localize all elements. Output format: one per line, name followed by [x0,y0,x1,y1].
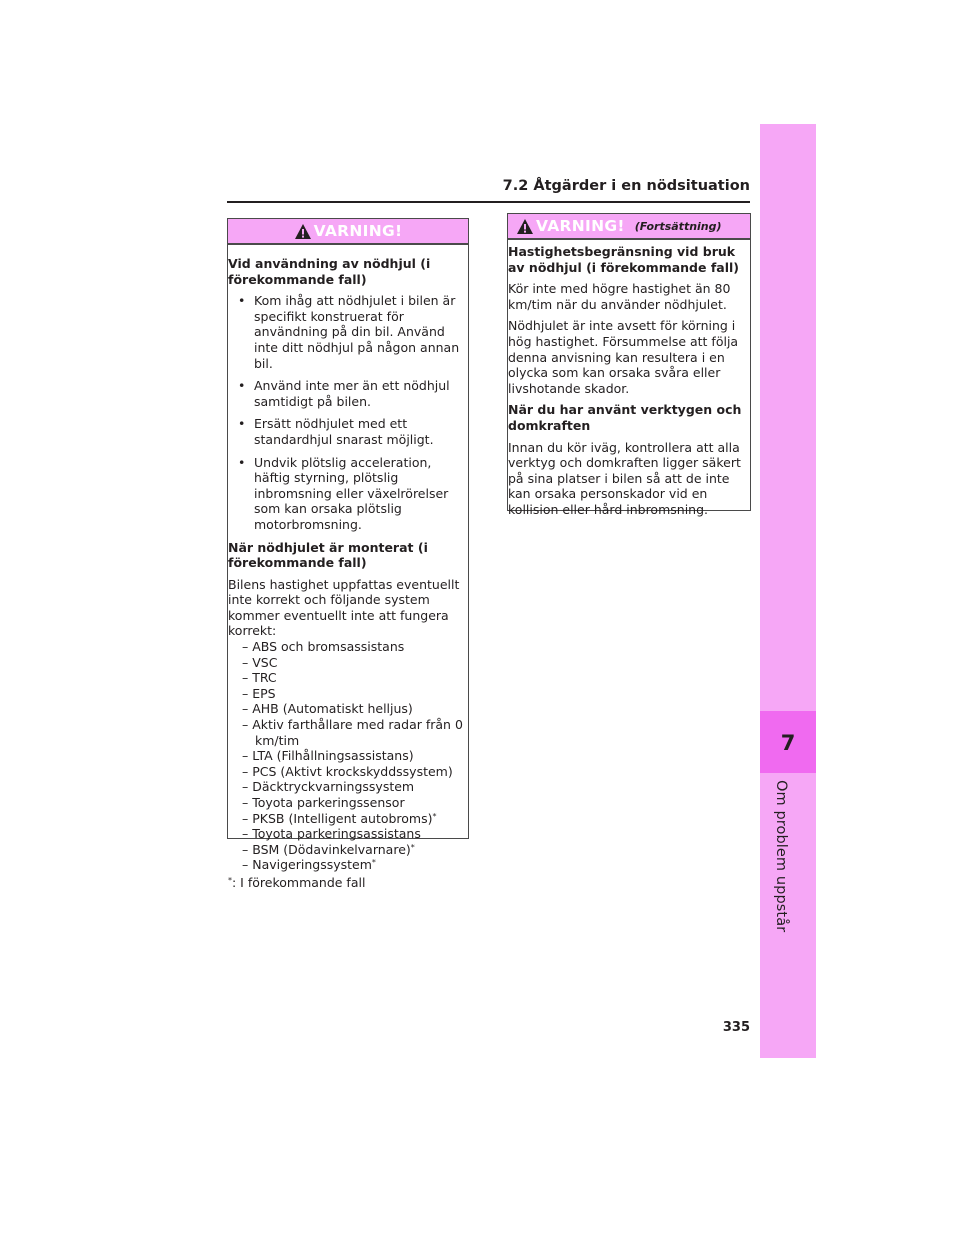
list-item: – PKSB (Intelligent autobroms)* [242,810,437,826]
list-item: • Använd inte mer än ett nödhjul samtidigt på bilen. [238,378,450,409]
paragraph: Nödhjulet är inte avsett för körning i hög hastighet. Försummelse att följa denna anvisning kan resultera i en olycka som kan orsaka svåra eller livshotande skador. [508,318,739,396]
warning-heading-bar [508,214,750,240]
header-rule [227,201,750,203]
list-item: – Toyota parkeringsassistans [242,826,421,842]
list-item: – BSM (Dödavinkelvarnare)* [242,841,415,857]
list-item: – ABS och bromsassistans [242,639,405,655]
list-item: – Toyota parkeringssensor [242,795,405,810]
chapter-title: Om problem uppstår [773,780,789,933]
section-heading: Vid användning av nödhjul (i förekommande fall) [228,256,431,287]
warning-triangle-icon [294,223,312,240]
paragraph: Innan du kör iväg, kontrollera att alla verktyg och domkraften ligger säkert på sina platser i bilen så att de inte kan orsaka personskador vid en kollision eller hård inbromsning. [508,439,741,517]
warning-label: VARNING! [536,217,625,235]
warning-box-right [507,213,751,517]
paragraph: Bilens hastighet uppfattas eventuellt inte korrekt och följande system kommer eventuellt inte att fungera korrekt: [228,576,460,639]
list-item: – AHB (Automatiskt helljus) [242,701,413,717]
warning-heading-bar [228,219,468,245]
section-heading: När nödhjulet är monterat (i förekommande fall) [228,539,428,571]
list-item: • Undvik plötslig acceleration, häftig styrning, plötslig inbromsning eller växelrörelser som kan orsaka plötslig motorbromsning. [238,454,449,532]
section-heading: När du har använt verktygen och domkraften [508,402,742,433]
section-heading: Hastighetsbegränsning vid bruk av nödhjul (i förekommande fall) [508,244,739,275]
chapter-number: 7 [780,731,796,755]
list-item: – PCS (Aktivt krockskyddssystem) [242,763,453,779]
system-list [228,639,464,873]
warning-body [228,245,468,901]
warning-triangle-icon [516,218,534,235]
page-number: 335 [722,1020,750,1035]
list-item: – LTA (Filhållningsassistans) [242,748,414,764]
footnote: *: I förekommande fall [228,874,366,890]
list-item: – Aktiv farthållare med radar från 0 km/tim [242,717,463,748]
list-item: – Däcktryckvarningssystem [242,779,415,795]
list-item: • Ersätt nödhjulet med ett standardhjul snarast möjligt. [238,416,434,447]
continued-label: (Fortsättning) [634,219,722,233]
warning-label: VARNING! [313,222,403,240]
warning-body [508,240,750,528]
list-item: – VSC [242,654,278,670]
list-item: • Kom ihåg att nödhjulet i bilen är specifikt konstruerat för användning på din bil. Använd inte ditt nödhjul på någon annan bil. [238,293,460,371]
paragraph: Kör inte med högre hastighet än 80 km/tim när du använder nödhjulet. [508,281,731,312]
list-item: – TRC [242,670,277,686]
warning-box-left [227,218,469,890]
list-item: – Navigeringssystem* [242,857,376,873]
section-title: 7.2 Åtgärder i en nödsituation [502,178,750,194]
list-item: – EPS [242,685,276,701]
